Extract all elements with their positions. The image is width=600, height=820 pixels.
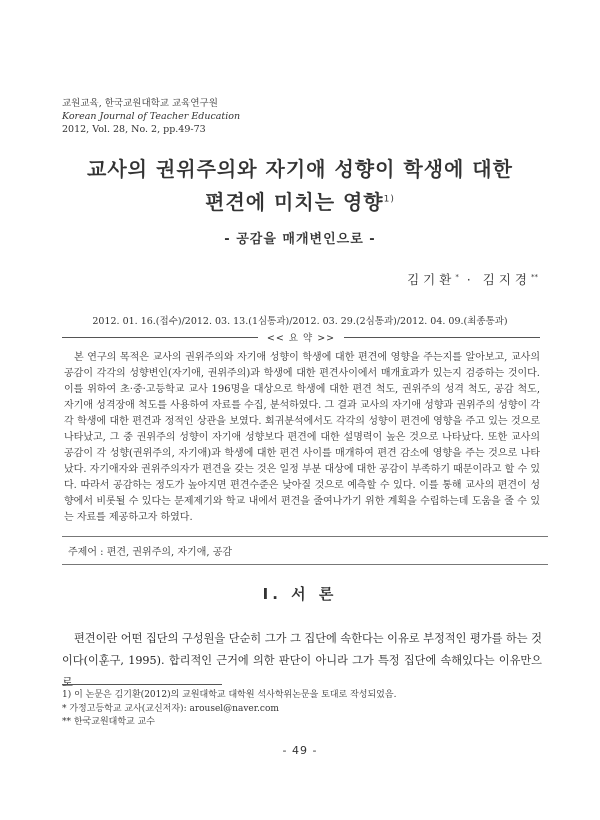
page-number: - 49 -: [282, 744, 318, 757]
authors: [407, 270, 538, 288]
footnote-1: 1) 이 논문은 김기환(2012)의 교원대학교 대학원 석사학위논문을 토대로 작성되었음.: [62, 690, 397, 700]
footnote-author2: ** 한국교원대학교 교수: [62, 717, 155, 727]
abstract-heading: [62, 330, 540, 344]
keywords: 주제어 : 편견, 권위주의, 자기애, 공감: [62, 536, 548, 565]
journal-info: [62, 97, 240, 136]
body-paragraph: 편견이란 어떤 집단의 구성원을 단순히 그가 그 집단에 속한다는 이유로 부정적인 평가를 하는 것이다(이훈구, 1995). 합리적인 근거에 의한 판단이 아니라 그가 특정 집단에 속해있다는 이유만으로: [62, 632, 542, 689]
paper-subtitle: - 공감을 매개변인으로 -: [224, 232, 376, 247]
journal-publisher: 교원교육, 한국교원대학교 교육연구원: [62, 98, 218, 109]
author-separator: ·: [466, 272, 475, 287]
author-1-mark: *: [455, 272, 459, 281]
paper-title-line1: 교사의 권위주의와 자기애 성향이 학생에 대한: [87, 157, 513, 181]
paper-title-line2: [0, 186, 600, 215]
journal-volume: 2012, Vol. 28, No. 2, pp.49-73: [62, 124, 206, 135]
author-2-mark: **: [531, 272, 538, 281]
footnote-author1: * 가정고등학교 교사(교신저자): arousel@naver.com: [62, 703, 279, 714]
author-1: 김기환: [407, 272, 456, 287]
abstract-rule-right: [344, 337, 540, 338]
journal-title: Korean Journal of Teacher Education: [62, 111, 241, 122]
author-2: 김지경: [482, 272, 531, 287]
title-footnote-mark: 1): [383, 194, 395, 205]
abstract-label: << 요 약 >>: [266, 333, 336, 344]
paper-title-line2-text: 편견에 미치는 영향: [205, 190, 384, 214]
review-dates: 2012. 01. 16.(접수)/2012. 03. 13.(1심통과)/2012. 03. 29.(2심통과)/2012. 04. 09.(최종통과): [92, 316, 508, 327]
footnotes: [62, 689, 396, 730]
abstract-text: 본 연구의 목적은 교사의 권위주의와 자기애 성향이 학생에 대한 편견에 영향을 주는지를 알아보고, 교사의 공감이 각각의 성향변인(자기애, 권위주의)과 학생에 대한 편견사이에서 매개효과가 있는지 검증하는 것이다. 이를 위하여 초·중·고등학교 교사 196명을 대상으로 학생에 대한 편견 척도, 권위주의 성격 척도, 공감 척도, 자기애 성격장애 척도를 사용하여 자료를 수집, 분석하였다. 그 결과 교사의 자기애 성향과 권위주의 성향이 각각 학생에 대한 편견과 정적인 상관을 보였다. 회귀분석에서도 각각의 성향이 편견에 영향을 주고 있는 것으로 나타났고, 그 중 권위주의 성향이 자기애 성향보다 편견에 대한 설명력이 높은 것으로 나타났다. 또한 교사의 공감이 각 성향(권위주의, 자기애)과 학생에 대한 편견 사이를 매개하여 편견 감소에 영향을 주는 것으로 나타났다. 자기애자와 권위주의자가 편견을 갖는 것은 일정 부분 대상에 대한 공감이 부족하기 때문이라고 할 수 있다. 따라서 공감하는 정도가 높아지면 편견수준은 낮아질 것으로 예측할 수 있다. 이를 통해 교사의 편견이 성향에서 비롯될 수 있다는 문제제기와 학교 내에서 편견을 줄여나가기 위한 계획을 수립하는데 도움을 줄 수 있는 자료를 제공하고자 하였다.: [64, 352, 540, 523]
footnote-rule: [62, 684, 222, 685]
section-heading-introduction: Ⅰ. 서 론: [262, 585, 338, 603]
